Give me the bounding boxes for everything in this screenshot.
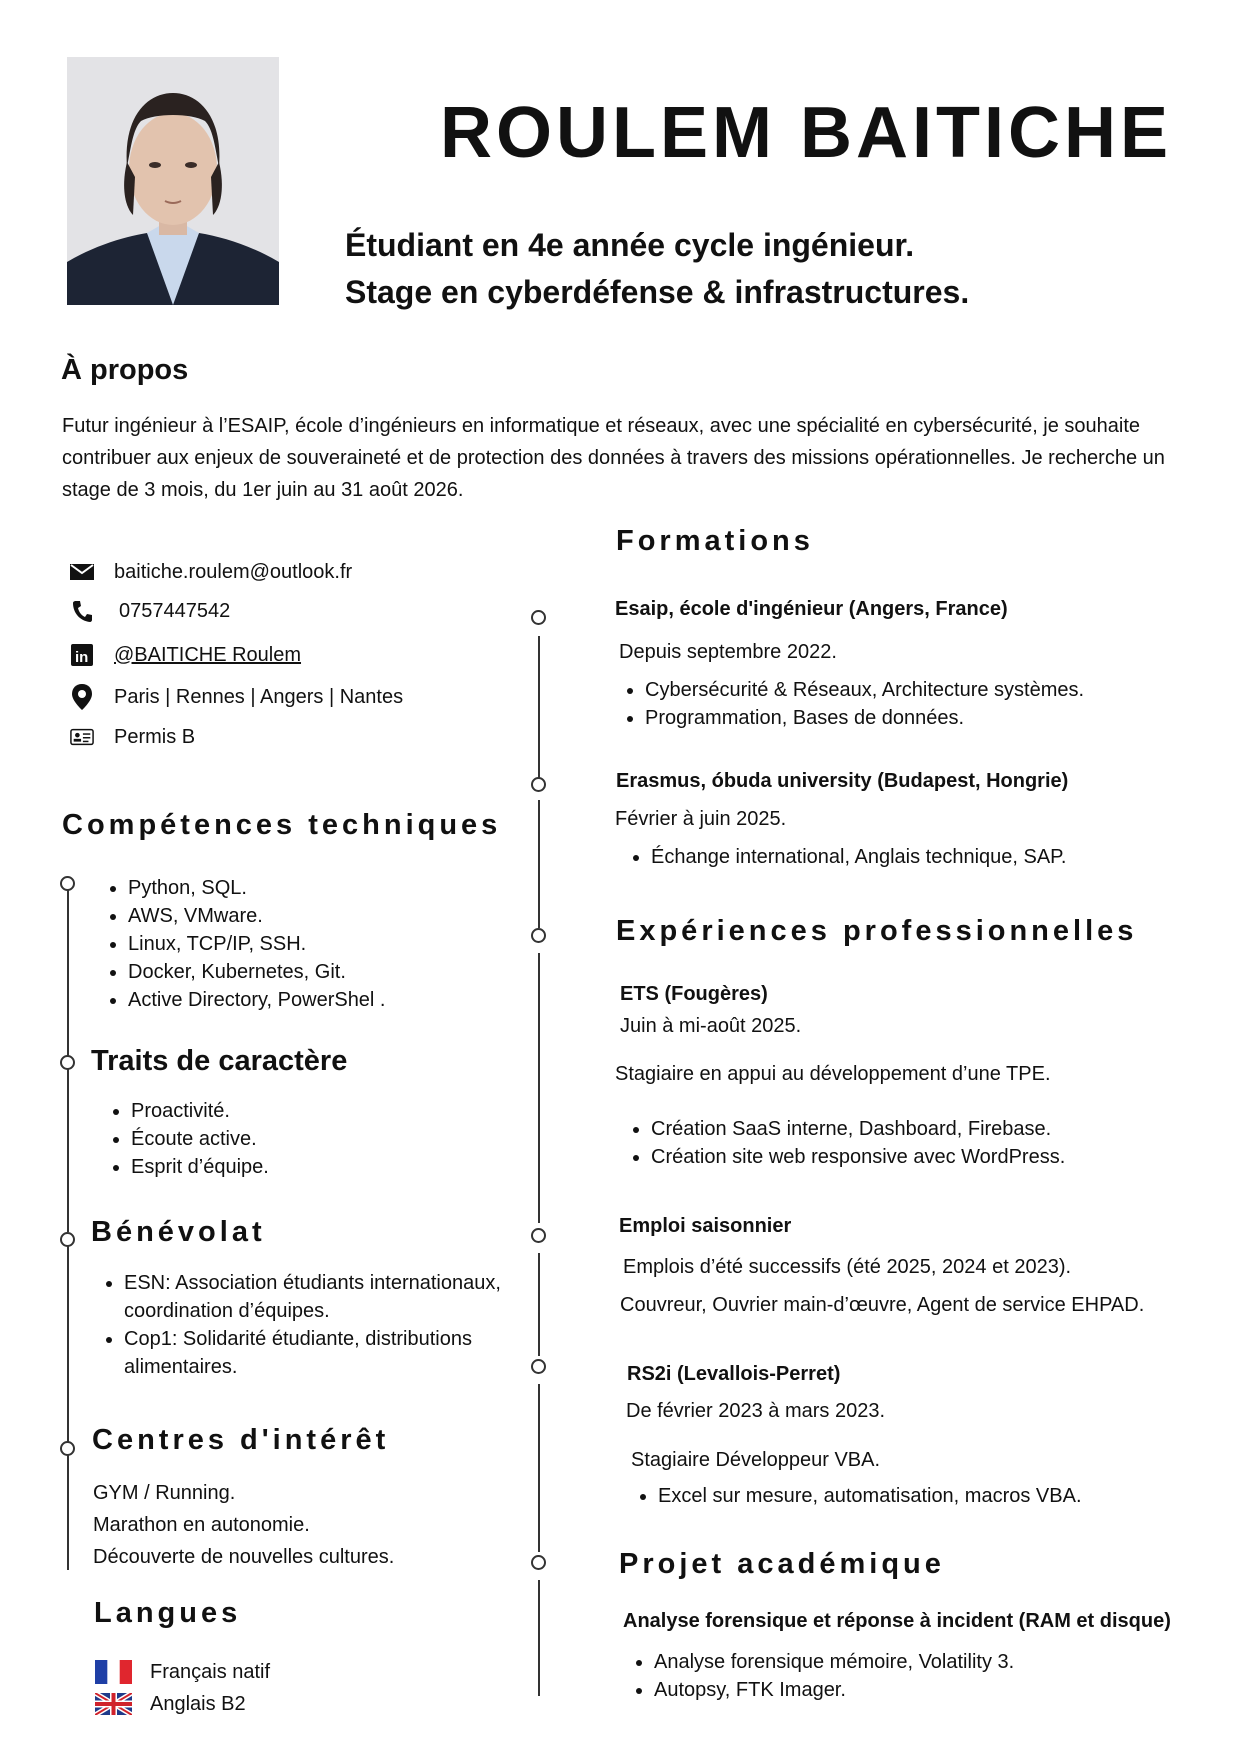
volunteer-item: • ESN: Association étudiants internationaux, coordination d’équipes.: [124, 1269, 544, 1325]
timeline-node: [60, 1232, 75, 1247]
phone-icon: [70, 599, 94, 623]
experience-dates: Juin à mi-août 2025.: [620, 1015, 802, 1037]
volunteer-item: • Cop1: Solidarité étudiante, distributions alimentaires.: [124, 1325, 544, 1381]
contact-email[interactable]: [70, 557, 352, 587]
experience-items: [630, 1482, 1082, 1510]
education-dates: Depuis septembre 2022.: [619, 641, 837, 663]
license-text: Permis B: [114, 725, 196, 748]
timeline-node: [60, 1055, 75, 1070]
linkedin-link[interactable]: @BAITICHE Roulem: [114, 643, 302, 666]
project-name: Analyse forensique et réponse à incident (RAM et disque): [623, 1610, 1171, 1632]
middle-timeline-line-5: [538, 1384, 540, 1552]
education-item: • Programmation, Bases de données.: [645, 704, 1084, 732]
envelope-icon: [70, 560, 94, 584]
skill-item: • AWS, VMware.: [128, 902, 386, 930]
timeline-node: [60, 1441, 75, 1456]
interest-line: GYM / Running.: [93, 1482, 236, 1504]
project-item: • Analyse forensique mémoire, Volatility 3.: [654, 1648, 1014, 1676]
language-row-english: [95, 1690, 246, 1718]
experience-title: Expériences professionnelles: [616, 915, 1138, 947]
experience-company: RS2i (Levallois-Perret): [627, 1363, 841, 1385]
timeline-node: [531, 610, 546, 625]
skill-item: • Linux, TCP/IP, SSH.: [128, 930, 386, 958]
trait-item: • Écoute active.: [131, 1125, 269, 1153]
middle-timeline-line-4: [538, 1253, 540, 1356]
project-items: [626, 1648, 1014, 1704]
experience-dates: Emplois d’été successifs (été 2025, 2024 et 2023).: [623, 1256, 1072, 1278]
skill-item: • Active Directory, PowerShel .: [128, 986, 386, 1014]
language-row-french: [95, 1658, 270, 1686]
headline-line-1: Étudiant en 4e année cycle ingénieur.: [345, 227, 915, 263]
education-item: • Cybersécurité & Réseaux, Architecture systèmes.: [645, 676, 1084, 704]
languages-title: Langues: [94, 1597, 242, 1629]
education-title: Formations: [616, 525, 814, 557]
middle-timeline-line-6: [538, 1580, 540, 1696]
experience-item: • Excel sur mesure, automatisation, macros VBA.: [658, 1482, 1082, 1510]
traits-title: Traits de caractère: [91, 1045, 348, 1077]
email-text: baitiche.roulem@outlook.fr: [114, 560, 353, 583]
interests-list: [93, 1477, 394, 1573]
education-school: Esaip, école d'ingénieur (Angers, France): [615, 598, 1008, 620]
headline-line-2: Stage en cyberdéfense & infrastructures.: [345, 274, 970, 310]
timeline-node: [60, 876, 75, 891]
id-card-icon: [70, 725, 94, 749]
svg-text:in: in: [75, 649, 89, 666]
education-items: [623, 843, 1067, 871]
left-timeline-line-4: [67, 1450, 69, 1570]
volunteer-list: [96, 1269, 544, 1381]
education-school: Erasmus, óbuda university (Budapest, Hongrie): [616, 770, 1069, 792]
skill-item: • Docker, Kubernetes, Git.: [128, 958, 386, 986]
uk-flag-icon: [95, 1693, 132, 1715]
experience-item: • Création site web responsive avec WordPress.: [651, 1143, 1065, 1171]
language-label: Français natif: [150, 1661, 271, 1683]
location-pin-icon: [70, 685, 94, 709]
timeline-node: [531, 777, 546, 792]
education-dates: Février à juin 2025.: [615, 808, 787, 830]
experience-role: Stagiaire Développeur VBA.: [631, 1449, 881, 1471]
contact-location: [70, 682, 403, 712]
trait-item: • Esprit d’équipe.: [131, 1153, 269, 1181]
skills-list: [100, 874, 386, 1014]
candidate-name: ROULEM BAITICHE: [440, 93, 1172, 173]
timeline-node: [531, 928, 546, 943]
project-item: • Autopsy, FTK Imager.: [654, 1676, 1014, 1704]
left-timeline-line-3: [67, 1240, 69, 1442]
contact-linkedin[interactable]: [70, 640, 301, 670]
experience-items: [623, 1115, 1065, 1171]
linkedin-icon: [70, 643, 94, 667]
language-label: Anglais B2: [150, 1693, 246, 1715]
volunteer-title: Bénévolat: [91, 1216, 266, 1248]
traits-list: [103, 1097, 269, 1181]
interest-line: Marathon en autonomie.: [93, 1514, 310, 1536]
middle-timeline-line-1: [538, 636, 540, 778]
timeline-node: [531, 1555, 546, 1570]
skills-title: Compétences techniques: [62, 809, 502, 841]
timeline-node: [531, 1359, 546, 1374]
skill-item: • Python, SQL.: [128, 874, 386, 902]
left-timeline-line-1: [67, 884, 69, 1062]
phone-text: 0757447542: [119, 599, 231, 622]
interests-title: Centres d'intérêt: [92, 1424, 390, 1456]
trait-item: • Proactivité.: [131, 1097, 269, 1125]
experience-role: Stagiaire en appui au développement d’une TPE.: [615, 1063, 1051, 1085]
location-text: Paris | Rennes | Angers | Nantes: [114, 685, 404, 708]
france-flag-icon: [95, 1660, 132, 1684]
middle-timeline-line-2: [538, 800, 540, 928]
experience-company: ETS (Fougères): [620, 983, 768, 1005]
experience-dates: De février 2023 à mars 2023.: [626, 1400, 886, 1422]
left-timeline-line-2: [67, 1062, 69, 1232]
experience-item: • Création SaaS interne, Dashboard, Firebase.: [651, 1115, 1065, 1143]
experience-company: Emploi saisonnier: [619, 1215, 792, 1237]
education-items: [617, 676, 1084, 732]
about-text: Futur ingénieur à l’ESAIP, école d’ingénieurs en informatique et réseaux, avec une spécialité en cybersécurité, je souhaite contribuer aux enjeux de souveraineté et de protection des données à travers des missions opérationnelles. Je recherche un stage de 3 mois, du 1er juin au 31 août 2026.: [62, 415, 1165, 501]
middle-timeline-line-3: [538, 953, 540, 1223]
experience-role: Couvreur, Ouvrier main-d’œuvre, Agent de service EHPAD.: [620, 1294, 1145, 1316]
project-title: Projet académique: [619, 1548, 945, 1580]
interest-line: Découverte de nouvelles cultures.: [93, 1546, 395, 1568]
contact-license: [70, 722, 195, 752]
timeline-node: [531, 1228, 546, 1243]
education-item: • Échange international, Anglais technique, SAP.: [651, 843, 1067, 871]
contact-phone[interactable]: [70, 596, 230, 626]
about-title: À propos: [61, 354, 189, 386]
